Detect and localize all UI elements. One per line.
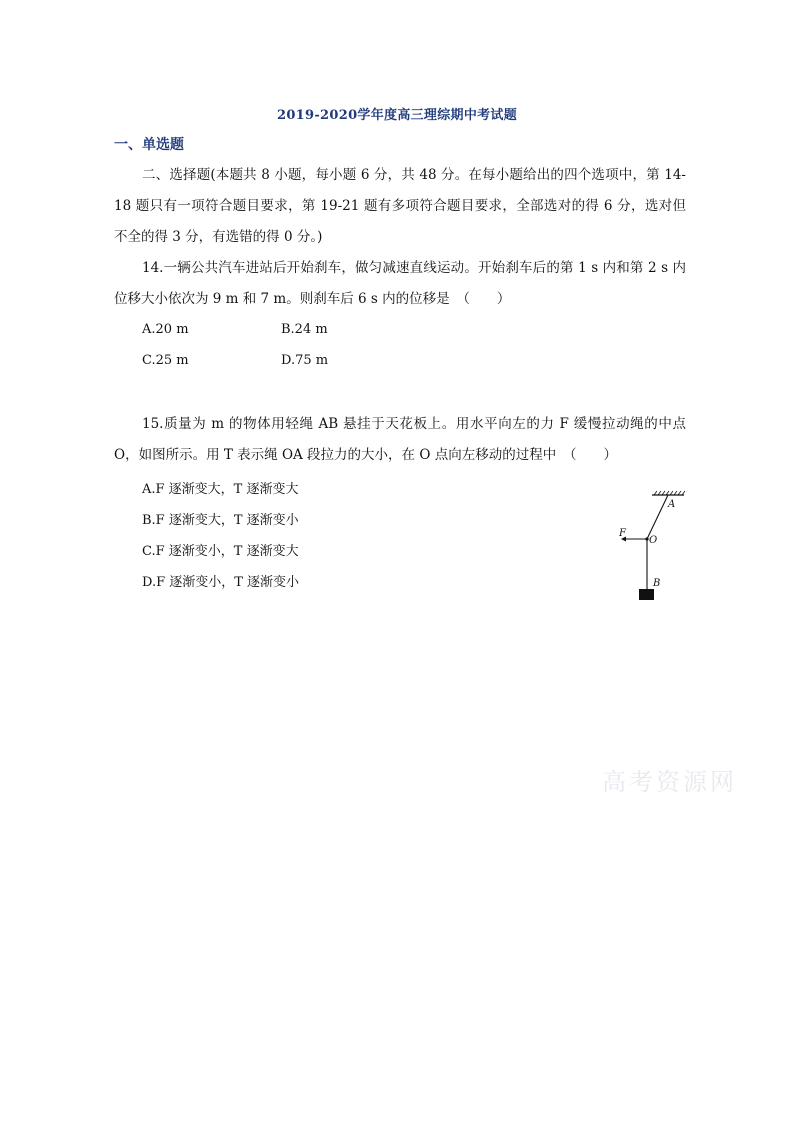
q15-option-b: B.F 逐渐变大，T 逐渐变小 [142, 513, 299, 528]
q15-option-c: C.F 逐渐变小，T 逐渐变大 [142, 544, 299, 559]
watermark-text: 高考资源网 [602, 768, 737, 796]
label-b: B [653, 578, 661, 589]
q14-option-b: B.24 m [281, 322, 328, 337]
section-heading: 一、单选题 [114, 137, 184, 153]
label-f: F [619, 528, 626, 539]
q14-option-d: D.75 m [281, 353, 329, 368]
label-a: A [668, 499, 676, 510]
ceiling-hatch [652, 491, 685, 495]
instructions-paragraph: 二、选择题(本题共 8 小题，每小题 6 分，共 48 分。在每小题给出的四个选项中，第 14-18 题只有一项符合题目要求，第 19-21 题有多项符合题目要求，全部选对的得 6 分，选对但不全的得 3 分，有选错的得 0 分。) [114, 167, 686, 245]
label-o: O [649, 535, 658, 546]
page-title: 2019-2020学年度高三理综期中考试题 [276, 108, 518, 123]
rope-segment-oa [647, 495, 668, 539]
question-15-stem: 15.质量为 m 的物体用轻绳 AB 悬挂于天花板上。用水平向左的力 F 缓慢拉动绳的中点 O，如图所示。用 T 表示绳 OA 段拉力的大小，在 O 点向左移动的过程中 （ ） [114, 416, 686, 463]
q14-option-c: C.25 m [142, 353, 189, 368]
q14-option-a: A.20 m [142, 322, 189, 337]
rope-force-diagram [612, 488, 702, 604]
hanging-mass [639, 589, 654, 600]
q15-option-d: D.F 逐渐变小，T 逐渐变小 [142, 575, 300, 590]
question-14-stem: 14.一辆公共汽车进站后开始刹车，做匀减速直线运动。开始刹车后的第 1 s 内和第 2 s 内位移大小依次为 9 m 和 7 m。则刹车后 6 s 内的位移是 （ ） [114, 260, 686, 307]
q15-option-a: A.F 逐渐变大，T 逐渐变大 [142, 482, 299, 497]
